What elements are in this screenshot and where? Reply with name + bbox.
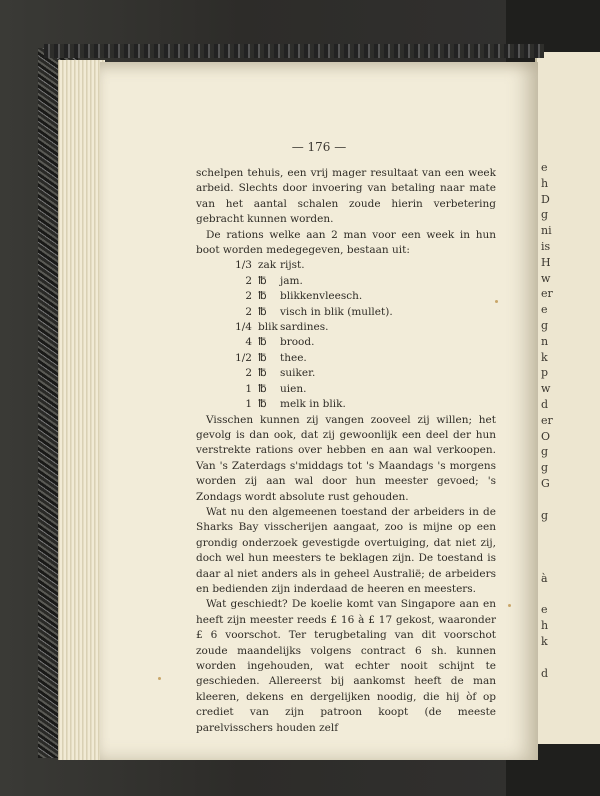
next-page-fragment: G — [541, 477, 550, 490]
ration-qty: 2 — [245, 367, 252, 380]
next-page-fragment: k — [541, 350, 548, 364]
ration-unit: ℔ — [258, 290, 267, 303]
ration-row — [226, 258, 393, 273]
ration-row — [226, 382, 393, 397]
next-page-fragment: g — [541, 508, 549, 522]
book-page — [100, 62, 538, 760]
ration-row — [226, 351, 393, 366]
next-page-fragment: g — [541, 445, 549, 459]
ration-qty: 1/3 — [235, 259, 252, 272]
ration-qty: 1/2 — [235, 351, 252, 364]
ration-qty: 4 — [245, 336, 252, 349]
next-page-fragment: d — [541, 398, 549, 411]
ration-item: uien. — [280, 382, 307, 395]
next-page-fragment: is — [541, 240, 551, 253]
page-text — [196, 166, 496, 736]
paragraph: De rations welke aan 2 man voor een week in hun boot worden medegegeven, bestaan uit: — [196, 228, 496, 257]
next-page-fragment: e — [541, 161, 548, 174]
ration-qty: 1/4 — [235, 321, 252, 334]
next-page-edge — [535, 52, 600, 744]
next-page-fragment: er — [541, 287, 553, 301]
ration-row — [226, 305, 393, 320]
next-page-fragment: h — [541, 176, 549, 190]
next-page-fragment: e — [541, 603, 548, 617]
ration-qty: 2 — [245, 305, 252, 318]
ration-unit: ℔ — [258, 367, 267, 380]
next-page-fragment: D — [541, 192, 550, 206]
paragraph: schelpen tehuis, een vrij mager resultaat van een week arbeid. Slechts door invoering van betaling naar mate van het aantal schalen zoude hierin verbetering gebracht kunnen worden. — [196, 167, 496, 226]
next-page-fragment: k — [541, 635, 548, 648]
ration-unit: ℔ — [258, 305, 267, 318]
ration-item: melk in blik. — [280, 398, 346, 411]
next-page-fragment: H — [541, 255, 551, 269]
ration-qty: 2 — [245, 274, 252, 287]
next-page-fragment: à — [541, 571, 548, 585]
next-page-fragment: g — [541, 319, 549, 332]
ration-item: rijst. — [280, 259, 305, 272]
ration-item: blikkenvleesch. — [280, 290, 363, 303]
paper-speck — [158, 677, 161, 680]
next-page-fragment: g — [541, 461, 549, 475]
ration-unit: zak — [258, 259, 277, 272]
ration-item: sardines. — [280, 321, 329, 334]
next-page-fragment: O — [541, 429, 551, 443]
paragraph: Visschen kunnen zij vangen zooveel zij willen; het gevolg is dan ook, dat zij gewoonlijk een deel der hun verstrekte rations over hebben en aan wal verkoopen. Van 's Zaterdags s'middags tot 's Maandags 's morgens worden zij aan wal door hun meester gevoed; 's Zondags wordt absolute rust gehouden. — [196, 413, 496, 503]
marbled-cover-top — [44, 44, 544, 58]
paragraph: Wat geschiedt? De koelie komt van Singapore aan en heeft zijn meester reeds £ 16 à £ 17 gekost, waaronder £ 6 voorschot. Ter terugbetaling van dit voorschot zoude maandelijks volgens contract 6 sh. kunnen worden ingehouden, wat echter nooit schijnt te geschieden. Allereerst bij aankomst heeft de man kleeren, dekens en dergelijken noodig, die hij òf op crediet van zijn patroon koopt (de meeste parelvisschers houden zelf — [196, 598, 496, 734]
ration-row — [226, 366, 393, 381]
ration-unit: ℔ — [258, 336, 267, 349]
ration-row — [226, 320, 393, 335]
rations-list — [226, 258, 393, 412]
ration-item: thee. — [280, 351, 307, 364]
ration-unit: blik — [258, 321, 278, 334]
ration-row — [226, 397, 393, 412]
next-page-fragment: w — [541, 382, 551, 396]
ration-item: jam. — [280, 274, 303, 287]
page-stack-edges — [58, 60, 105, 760]
next-page-fragment: w — [541, 271, 551, 285]
ration-item: suiker. — [280, 367, 316, 380]
ration-qty: 2 — [245, 290, 252, 303]
ration-row — [226, 289, 393, 304]
next-page-fragment: e — [541, 303, 548, 317]
ration-unit: ℔ — [258, 382, 267, 395]
paper-speck — [508, 604, 511, 607]
next-page-fragment: p — [541, 366, 549, 380]
ration-row — [226, 335, 393, 350]
ration-unit: ℔ — [258, 398, 267, 411]
next-page-fragment: d — [541, 666, 549, 680]
next-page-fragment: er — [541, 413, 553, 427]
ration-qty: 1 — [245, 398, 252, 411]
next-page-fragment: ni — [541, 224, 552, 238]
next-page-fragment: g — [541, 208, 549, 222]
paper-speck — [495, 300, 498, 303]
next-page-fragment: h — [541, 619, 549, 633]
ration-unit: ℔ — [258, 274, 267, 287]
ration-unit: ℔ — [258, 351, 267, 364]
paragraph: Wat nu den algemeenen toestand der arbeiders in de Sharks Bay visscherijen aangaat, zoo is mijne op een grondig onderzoek gevestigde overtuiging, dat niet zij, doch wel hun meesters te beklagen zijn. De toestand is daar al niet anders als in geheel Australië; de arbeiders en bedienden zijn inderdaad de heeren en meesters. — [196, 505, 496, 595]
ration-row — [226, 274, 393, 289]
ration-item: brood. — [280, 336, 315, 349]
next-page-fragment: n — [541, 334, 549, 348]
ration-item: visch in blik (mullet). — [280, 305, 393, 318]
page-number: — 176 — — [291, 140, 347, 154]
ration-qty: 1 — [245, 382, 252, 395]
